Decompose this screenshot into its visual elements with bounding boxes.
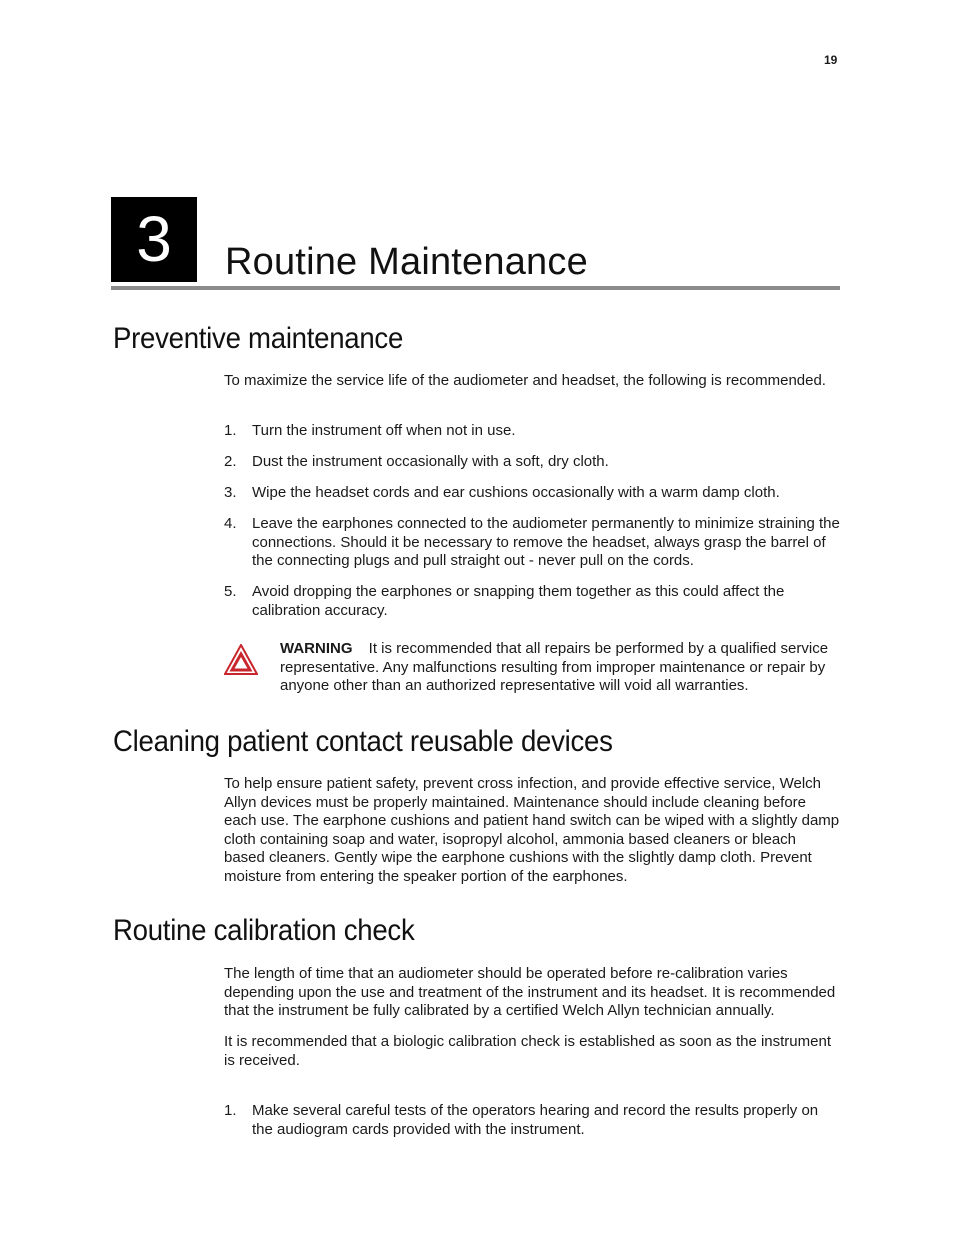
cleaning-text: To help ensure patient safety, prevent cross infection, and provide effective service, Welch Allyn devices must be properly maintained. Maintenance should include cleaning before each use. The earphone cushions and patient hand switch can be wiped with a slightly damp cloth containing soap and water, isopropyl alcohol, ammonia based cleaners or bleach based cleaners. Gently wipe the earphone cushions with the slightly damp cloth. Prevent moisture from entering the speaker portion of the earphones. xyxy=(224,775,840,885)
list-item-number: 5. xyxy=(224,583,237,601)
chapter-header xyxy=(111,197,840,292)
list-item-text: Leave the earphones connected to the audiometer permanently to minimize straining the connections. Should it be necessary to remove the headset, always grasp the barrel of the connecting plugs and pull straight out - never pull on the cords. xyxy=(252,514,840,570)
section-heading-preventive: Preventive maintenance xyxy=(113,322,404,355)
list-item xyxy=(224,583,840,620)
section-heading-calibration: Routine calibration check xyxy=(113,914,415,947)
list-item-text: Wipe the headset cords and ear cushions occasionally with a warm damp cloth. xyxy=(252,483,780,501)
list-item-number: 3. xyxy=(224,483,237,501)
preventive-intro xyxy=(224,372,840,391)
calibration-list xyxy=(224,1102,840,1139)
list-item xyxy=(224,422,840,441)
calibration-para-1: The length of time that an audiometer should be operated before re-calibration varies depending upon the use and treatment of the instrument and its headset. It is recommended that the instrument be fully calibrated by a certified Welch Allyn technician annually. xyxy=(224,965,836,1020)
cleaning-body xyxy=(224,775,840,887)
preventive-intro-text: To maximize the service life of the audiometer and headset, the following is recommended. xyxy=(224,372,826,389)
list-item-text: Make several careful tests of the operators hearing and record the results properly on the audiogram cards provided with the instrument. xyxy=(252,1102,819,1138)
list-item-text: Dust the instrument occasionally with a soft, dry cloth. xyxy=(252,452,609,470)
list-item-text: Avoid dropping the earphones or snapping them together as this could affect the calibration accuracy. xyxy=(252,583,785,619)
list-item xyxy=(224,453,840,472)
warning-triangle-icon xyxy=(224,644,258,675)
chapter-title: Routine Maintenance xyxy=(225,241,588,283)
preventive-list xyxy=(224,422,840,620)
warning-text-block xyxy=(280,640,840,696)
list-item xyxy=(224,484,840,503)
chapter-number-box: 3 xyxy=(111,197,197,282)
chapter-rule xyxy=(111,286,840,290)
list-item-number: 1. xyxy=(224,422,237,439)
section-heading-cleaning: Cleaning patient contact reusable devices xyxy=(113,725,613,758)
calibration-para-2: It is recommended that a biologic calibration check is established as soon as the instrument is received. xyxy=(224,1033,831,1069)
page-number: 19 xyxy=(824,53,838,67)
warning-text: It is recommended that all repairs be performed by a qualified service representative. Any malfunctions resulting from improper maintenance or repair by anyone other than an authorized representative will void all warranties. xyxy=(280,640,829,695)
list-item xyxy=(224,1102,840,1139)
warning-label: WARNING xyxy=(280,640,353,657)
list-item-number: 1. xyxy=(224,1102,237,1119)
list-item xyxy=(224,515,840,571)
list-item-number: 2. xyxy=(224,452,237,470)
list-item-number: 4. xyxy=(224,514,237,532)
calibration-body xyxy=(224,965,840,1070)
warning-note xyxy=(224,640,840,700)
list-item-text: Turn the instrument off when not in use. xyxy=(252,422,516,439)
